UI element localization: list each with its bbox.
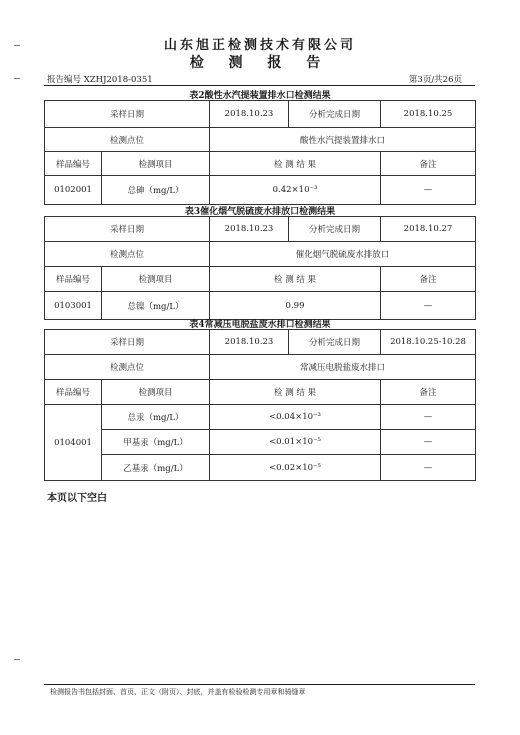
location-label: 检测点位	[45, 355, 210, 380]
col-header-note: 备注	[381, 152, 476, 176]
blank-below-note: 本页以下空白	[47, 493, 107, 504]
col-header-item: 检测项目	[102, 267, 210, 292]
sample-date-label: 采样日期	[45, 330, 210, 355]
table2-caption: 表2酸性水汽提装置排水口检测结果	[189, 91, 331, 101]
footer-note: 检测报告书包括封面、首页、正文（附页）、封底，并盖有检验检测专用章和骑缝章	[50, 688, 306, 696]
location-value: 催化烟气脱硫废水排放口	[210, 242, 476, 267]
header-rule	[44, 85, 475, 86]
test-item: 总镍（mg/L）	[102, 292, 210, 320]
col-header-sample-id: 样品编号	[45, 152, 102, 176]
col-header-sample-id: 样品编号	[45, 380, 102, 405]
test-result: 0.42×10⁻³	[210, 176, 381, 205]
col-header-result: 检 测 结 果	[210, 267, 381, 292]
sample-id: 0103001	[45, 292, 102, 320]
note: —	[381, 455, 476, 481]
location-value: 酸性水汽提装置排水口	[210, 128, 476, 152]
note: —	[381, 405, 476, 430]
report-number-value: XZHJ2018-0351	[83, 75, 153, 85]
analysis-date-label: 分析完成日期	[289, 217, 381, 242]
location-value: 常减压电脱盐废水排口	[210, 355, 476, 380]
location-label: 检测点位	[45, 128, 210, 152]
margin-mark	[14, 78, 20, 79]
page-indicator: 第3页/共26页	[408, 75, 462, 85]
location-label: 检测点位	[45, 242, 210, 267]
sample-date-value: 2018.10.23	[210, 330, 289, 355]
test-item: 甲基汞（mg/L）	[102, 430, 210, 455]
col-header-result: 检 测 结 果	[210, 152, 381, 176]
analysis-date-value: 2018.10.25	[381, 101, 476, 128]
company-name: 山东旭正检测技术有限公司	[163, 38, 356, 53]
col-header-note: 备注	[381, 267, 476, 292]
sample-date-label: 采样日期	[45, 217, 210, 242]
sample-id: 0102001	[45, 176, 102, 205]
analysis-date-value: 2018.10.25-10.28	[381, 330, 476, 355]
table2	[44, 100, 476, 205]
test-result: <0.02×10⁻⁵	[210, 455, 381, 481]
col-header-item: 检测项目	[102, 152, 210, 176]
col-header-sample-id: 样品编号	[45, 267, 102, 292]
analysis-date-label: 分析完成日期	[289, 330, 381, 355]
table4-caption: 表4常减压电脱盐废水排口检测结果	[189, 320, 331, 330]
note: —	[381, 292, 476, 320]
col-header-result: 检 测 结 果	[210, 380, 381, 405]
sample-id: 0104001	[45, 405, 102, 481]
table3-caption: 表3催化烟气脱硫废水排放口检测结果	[184, 207, 336, 217]
test-result: 0.99	[210, 292, 381, 320]
sample-date-value: 2018.10.23	[210, 217, 289, 242]
test-result: <0.01×10⁻⁵	[210, 430, 381, 455]
sample-date-value: 2018.10.23	[210, 101, 289, 128]
margin-mark	[14, 659, 20, 660]
test-result: <0.04×10⁻³	[210, 405, 381, 430]
test-item: 乙基汞（mg/L）	[102, 455, 210, 481]
test-item: 总砷（mg/L）	[102, 176, 210, 205]
table4	[44, 329, 476, 481]
report-title: 检 测 报 告	[189, 55, 331, 71]
note: —	[381, 176, 476, 205]
footer-rule	[44, 684, 475, 685]
table3	[44, 216, 476, 320]
analysis-date-value: 2018.10.27	[381, 217, 476, 242]
report-number	[47, 73, 153, 85]
note: —	[381, 430, 476, 455]
col-header-item: 检测项目	[102, 380, 210, 405]
analysis-date-label: 分析完成日期	[289, 101, 381, 128]
sample-date-label: 采样日期	[45, 101, 210, 128]
col-header-note: 备注	[381, 380, 476, 405]
test-item: 总汞（mg/L）	[102, 405, 210, 430]
report-number-label: 报告编号	[47, 75, 82, 85]
